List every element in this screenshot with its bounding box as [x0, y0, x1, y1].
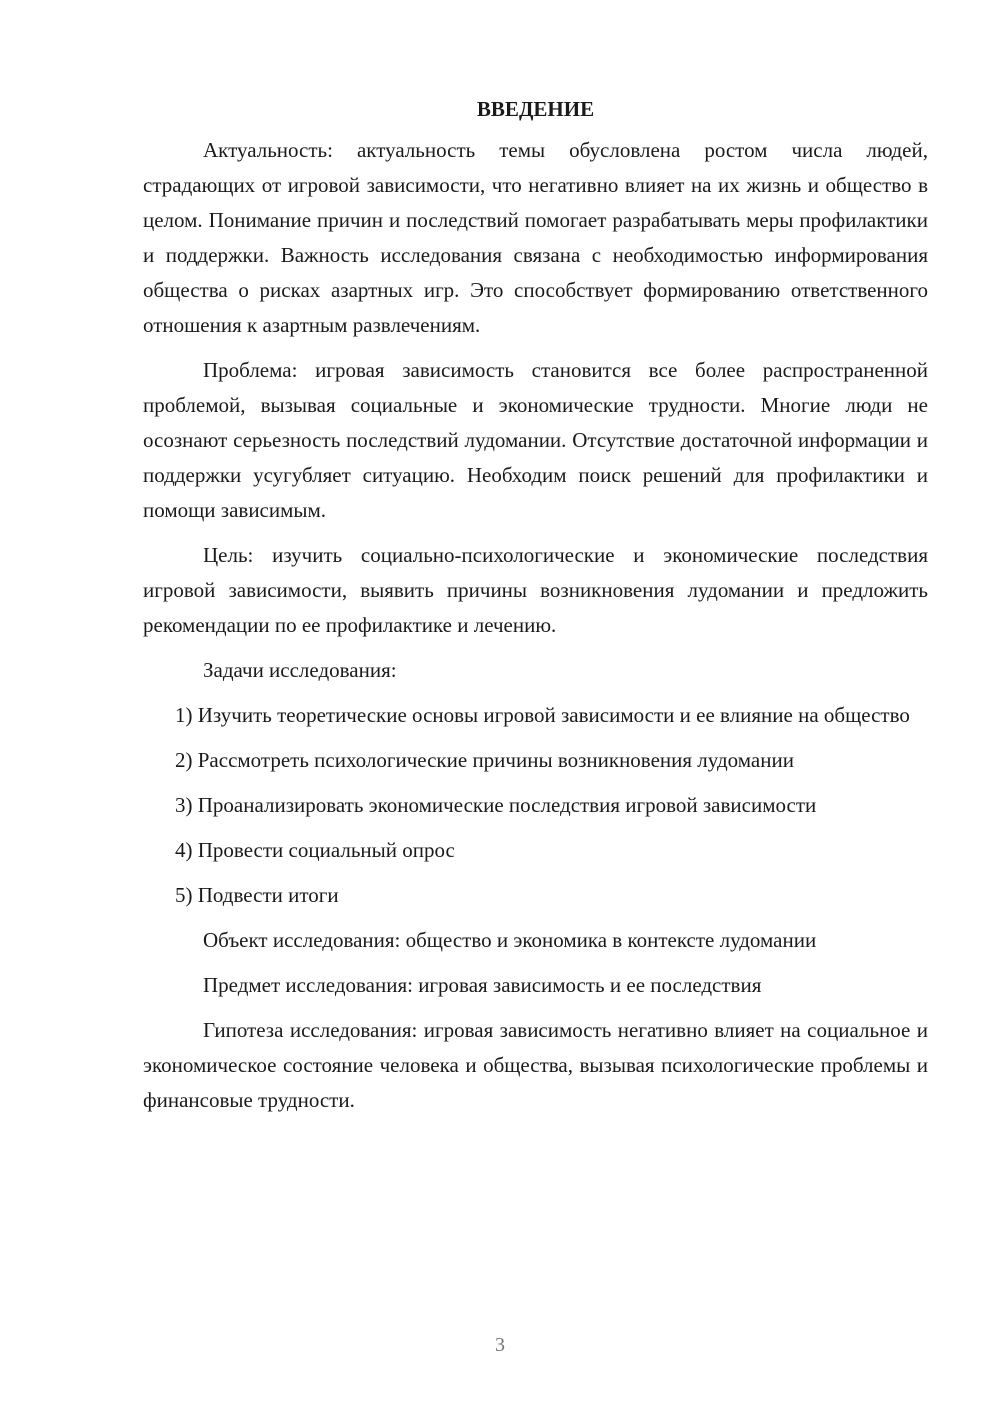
research-object-paragraph: Объект исследования: общество и экономика в контексте лудомании — [203, 928, 817, 952]
page-number: 3 — [495, 1334, 505, 1356]
task-item-1: 1) Изучить теоретические основы игровой зависимости и ее влияние на общество — [175, 703, 910, 727]
goal-paragraph: Цель: изучить социально-психологические и экономические последствия игровой зависимости, выявить причины возникновения лудомании и предложить рекомендации по ее профилактике и лечению. — [143, 543, 928, 637]
task-item-2: 2) Рассмотреть психологические причины возникновения лудомании — [175, 748, 794, 772]
research-subject-paragraph: Предмет исследования: игровая зависимость и ее последствия — [203, 973, 762, 997]
tasks-heading: Задачи исследования: — [203, 658, 397, 682]
task-item-5: 5) Подвести итоги — [175, 883, 339, 907]
task-item-4: 4) Провести социальный опрос — [175, 838, 455, 862]
relevance-paragraph: Актуальность: актуальность темы обусловлена ростом числа людей, страдающих от игровой зависимости, что негативно влияет на их жизнь и общество в целом. Понимание причин и последствий помогает разрабатывать меры профилактики и поддержки. Важность исследования связана с необходимостью информирования общества о рисках азартных игр. Это способствует формированию ответственного отношения к азартным развлечениям. — [143, 138, 928, 337]
task-item-3: 3) Проанализировать экономические последствия игровой зависимости — [175, 793, 817, 817]
problem-paragraph: Проблема: игровая зависимость становится все более распространенной проблемой, вызывая социальные и экономические трудности. Многие люди не осознают серьезность последствий лудомании. Отсутствие достаточной информации и поддержки усугубляет ситуацию. Необходим поиск решений для профилактики и помощи зависимым. — [143, 358, 928, 522]
research-hypothesis-paragraph: Гипотеза исследования: игровая зависимость негативно влияет на социальное и экономическое состояние человека и общества, вызывая психологические проблемы и финансовые трудности. — [143, 1018, 928, 1112]
page-title: ВВЕДЕНИЕ — [476, 97, 595, 121]
document-page — [143, 92, 928, 1128]
